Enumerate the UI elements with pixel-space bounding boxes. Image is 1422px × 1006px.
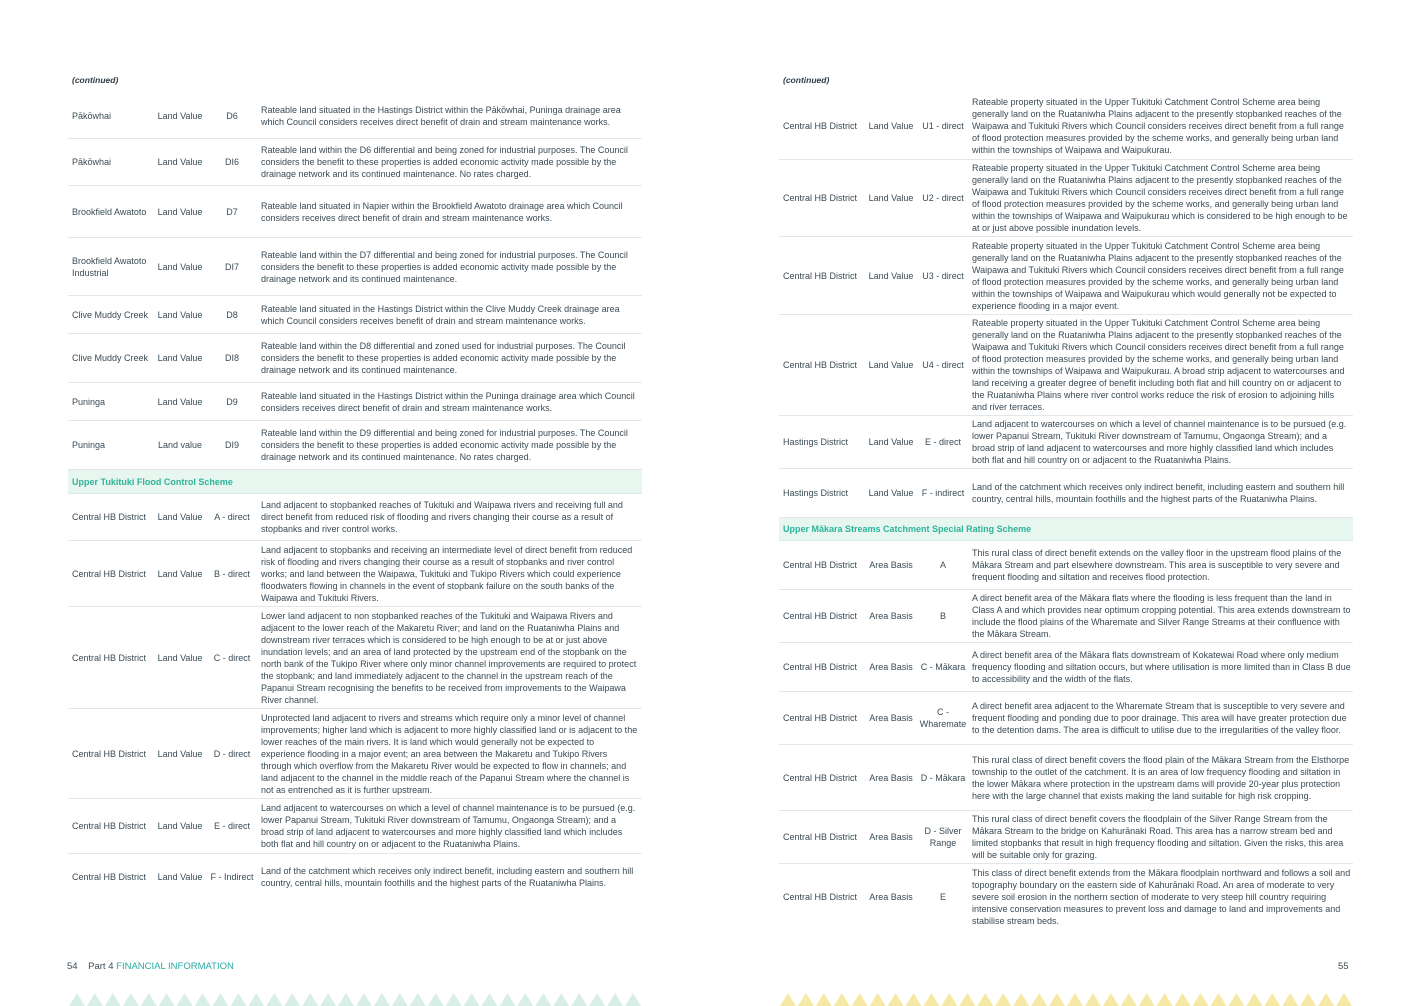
table-row <box>779 811 1353 864</box>
district-cell: Central HB District <box>783 360 858 370</box>
description-cell: Rateable land within the D9 differential and being zoned for industrial purposes. The Council considers the benefit to these properties is added economic activity made possible by the drainage network and its continued maintenance. No rates charged. <box>261 428 628 462</box>
triangle-shape <box>870 993 886 1006</box>
description-cell: Rateable land within the D7 differential and being zoned for industrial purposes. The Council considers the benefit to these properties is added economic activity made possible by the drainage network and its continued maintenance. <box>261 249 628 284</box>
basis-cell: Land value <box>157 440 203 450</box>
differential-code-cell: U2 - direct <box>922 193 964 203</box>
triangle-shape <box>1228 993 1244 1006</box>
description-cell: Rateable land situated in the Hastings District within the Pākōwhai, Puninga drainage area which Council considers receives direct benefit of drain and stream maintenance works. <box>261 104 621 127</box>
description-cell: A direct benefit area adjacent to the Wharemate Stream that is susceptible to very severe and frequent flooding and ponding due to poor drainage. This area will have greater protection due to the detention dams. The area is difficult to utilise due to the irregularities of the valley floor. <box>972 701 1347 735</box>
differential-code-cell: F - Indirect <box>210 871 254 882</box>
differential-code-cell: U1 - direct <box>922 121 964 131</box>
differential-code-cell: U4 - direct <box>922 360 964 370</box>
description-cell: Land of the catchment which receives only indirect benefit, including eastern and southern hill country, central hills, mountain foothills and the highest parts of the Ruataniwha Plains. <box>972 482 1345 504</box>
basis-cell: Area Basis <box>869 713 913 723</box>
district-cell: Clive Muddy Creek <box>72 309 149 320</box>
triangle-shape <box>1103 993 1119 1006</box>
table-row <box>779 745 1353 811</box>
description-cell: Lower land adjacent to non stopbanked reaches of the Tukituki and Waipawa Rivers and adjacent to the lower reach of the Makaretu River; and land on the Ruataniwha Plains and downstream river terraces which is considered to be high enough to be at or just above inundation levels; and an area of land protected by the upstream end of the stopbank on the north bank of the Tukipo River where only minor channel improvements are required to protect the stopbank; and land immediately adjacent to the channel in the upstream reach of the Papanui Stream recognising the benefits to be received from improvements to the Waipawa River channel. <box>261 610 637 705</box>
triangle-shape <box>464 993 480 1006</box>
part-label: Part 4 <box>88 961 114 972</box>
table-row <box>68 334 642 383</box>
triangle-shape <box>500 993 516 1006</box>
rating-table-right <box>779 93 1353 929</box>
table-row <box>779 315 1353 416</box>
basis-cell: Land Value <box>868 121 914 131</box>
basis-cell: Land Value <box>157 512 203 522</box>
differential-code-cell: E - direct <box>213 821 250 831</box>
page-footer-right <box>1338 961 1349 972</box>
differential-code-cell: C - Mākara <box>920 662 966 672</box>
triangle-shape <box>535 993 551 1006</box>
table-row <box>68 799 642 854</box>
table-row <box>779 643 1353 692</box>
differential-code-cell: DI6 <box>224 157 239 167</box>
triangle-shape <box>924 993 940 1006</box>
description-cell: Land adjacent to stopbanks and receiving an intermediate level of direct benefit from reduced risk of flooding and rivers changing their course as a result of stopbanks and river control works; and land between the Waipawa, Tukituki and Tukipo Rivers which could experience floodwaters flowing in channels in the event of stopbank failure on the south banks of the Waipawa and Tukituki Rivers. <box>261 544 633 603</box>
table-row <box>68 93 642 139</box>
district-cell: Puninga <box>72 440 106 450</box>
triangle-shape <box>798 993 814 1006</box>
triangle-shape <box>482 993 498 1006</box>
district-cell: Central HB District <box>783 193 858 203</box>
triangle-shape <box>1336 993 1352 1006</box>
triangle-shape <box>374 993 390 1006</box>
triangle-shape <box>553 993 569 1006</box>
district-cell: Central HB District <box>783 662 858 672</box>
basis-cell: Land Value <box>157 871 203 882</box>
section-header: Upper Tukituki Flood Control Scheme <box>68 470 642 494</box>
district-cell: Pākōwhai <box>72 157 112 167</box>
basis-cell: Area Basis <box>869 772 913 783</box>
district-cell: Central HB District <box>783 611 858 621</box>
triangle-shape <box>995 993 1011 1006</box>
basis-cell: Land Value <box>157 309 203 320</box>
differential-code-cell: D8 <box>226 309 238 320</box>
triangle-shape <box>571 993 587 1006</box>
table-row <box>779 469 1353 518</box>
differential-code-cell: B - direct <box>213 568 250 579</box>
differential-code-cell: D - Mākara <box>920 772 966 783</box>
basis-cell: Land Value <box>868 270 914 281</box>
district-cell: Puninga <box>72 396 106 407</box>
differential-code-cell: DI8 <box>224 353 239 363</box>
triangle-shape <box>320 993 336 1006</box>
triangle-shape <box>266 993 282 1006</box>
triangle-shape <box>69 993 85 1006</box>
district-cell: Hastings District <box>783 437 849 447</box>
page-number: 55 <box>1338 961 1349 972</box>
basis-cell: Area Basis <box>869 832 913 842</box>
district-cell: Central HB District <box>72 512 147 522</box>
triangle-shape <box>410 993 426 1006</box>
description-cell: This rural class of direct benefit covers the flood plain of the Mākara Stream from the Elsthorpe township to the outlet of the catchment. It is an area of low frequency flooding and siltation in the lower Mākara where protection in the upstream dams will provide 20-year plus protection here with the large channel that exists making the land suitable for high risk cropping. <box>972 754 1350 801</box>
triangle-shape <box>1318 993 1334 1006</box>
triangle-shape <box>1067 993 1083 1006</box>
section-label: FINANCIAL INFORMATION <box>116 961 234 972</box>
table-row <box>779 160 1353 237</box>
triangle-shape <box>1175 993 1191 1006</box>
table-row <box>779 93 1353 160</box>
description-cell: Rateable property situated in the Upper Tukituki Catchment Control Scheme area being generally land on the Ruataniwha Plains adjacent to the presently stopbanked reaches of the Waipawa and Tukituki Rivers which Council considers receives direct benefit from a full range of flood protection measures provided by the scheme works, and generally being urban land within the townships of Waipawa and Waipukurau which would generally not be expected to experience flooding in a major event. <box>972 240 1344 311</box>
triangle-shape <box>1246 993 1262 1006</box>
description-cell: Land adjacent to watercourses on which a level of channel maintenance is to be pursued (e.g. lower Papanui Stream, Tukituki River downstream of Tamumu, Ongaonga Stream); and a broad strip of land adjacent to watercourses and more highly classified land which includes both flat and hill country on or adjacent to the Ruataniwha Plains. <box>261 803 636 849</box>
district-cell: Pākōwhai <box>72 110 112 121</box>
triangle-shape <box>195 993 211 1006</box>
page-footer-left <box>67 961 234 972</box>
district-cell: Central HB District <box>72 568 147 579</box>
differential-code-cell: DI7 <box>224 261 239 272</box>
decorative-triangle-border <box>68 992 642 1006</box>
triangle-shape <box>1300 993 1316 1006</box>
basis-cell: Land Value <box>157 206 203 217</box>
triangle-shape <box>1193 993 1209 1006</box>
description-cell: Rateable land situated in Napier within the Brookfield Awatoto drainage area which Council considers receives direct benefit of drain and stream maintenance works. <box>261 200 623 223</box>
triangle-shape <box>941 993 957 1006</box>
district-cell: Brookfield Awatoto <box>72 206 147 217</box>
differential-code-cell: D - direct <box>213 748 251 759</box>
triangle-shape <box>1211 993 1227 1006</box>
triangle-shape <box>230 993 246 1006</box>
basis-cell: Area Basis <box>869 662 913 672</box>
basis-cell: Land Value <box>157 157 203 167</box>
basis-cell: Land Value <box>157 396 203 407</box>
triangle-shape <box>852 993 868 1006</box>
triangle-shape <box>959 993 975 1006</box>
differential-code-cell: E - direct <box>924 437 961 447</box>
table-row <box>68 494 642 541</box>
triangle-shape <box>213 993 229 1006</box>
basis-cell: Land Value <box>157 568 203 579</box>
description-cell: A direct benefit area of the Mākara flats where the flooding is less frequent than the land in Class A and which provides near optimum cropping potential. This area extends downstream to include the flood plains of the Wharemate and Silver Range Streams at their confluence with the Mākara Stream. <box>972 593 1351 639</box>
basis-cell: Land Value <box>157 748 203 759</box>
description-cell: Rateable property situated in the Upper Tukituki Catchment Control Scheme area being generally land on the Ruataniwha Plains adjacent to the presently stopbanked reaches of the Waipawa and Tukituki Rivers which Council considers receives direct benefit from a full range of flood protection measures provided by the scheme works, and generally being urban land within the townships of Waipawa and Waipukurau. A broad strip adjacent to watercourses and land receiving a greater degree of benefit including both flat and hill country on or adjacent to the Ruataniwha Plains where river control works reduce the risk of erosion to adjoining hills and river terraces. <box>972 318 1345 412</box>
district-cell: Central HB District <box>783 772 858 783</box>
district-cell: Central HB District <box>783 560 858 570</box>
triangle-shape <box>607 993 623 1006</box>
triangle-shape <box>141 993 157 1006</box>
description-cell: Land of the catchment which receives only indirect benefit, including eastern and southern hill country, central hills, mountain foothills and the highest parts of the Ruataniwha Plains. <box>261 865 634 888</box>
triangle-shape <box>1013 993 1029 1006</box>
table-row <box>68 854 642 899</box>
differential-code-cell: D9 <box>226 396 238 407</box>
triangle-shape <box>1085 993 1101 1006</box>
table-row <box>68 383 642 421</box>
basis-cell: Area Basis <box>869 611 913 621</box>
district-cell: Central HB District <box>783 713 858 723</box>
triangle-shape <box>87 993 103 1006</box>
triangle-shape <box>780 993 796 1006</box>
district-cell: Central HB District <box>72 652 147 663</box>
page-number: 54 <box>67 961 78 972</box>
triangle-shape <box>1031 993 1047 1006</box>
basis-cell: Land Value <box>868 488 914 498</box>
district-cell: Central HB District <box>783 891 858 902</box>
district-cell: Central HB District <box>72 821 147 831</box>
decorative-triangle-border <box>779 992 1353 1006</box>
basis-cell: Area Basis <box>869 560 913 570</box>
description-cell: Rateable land situated in the Hastings District within the Clive Muddy Creek drainage area which Council considers receives benefit of drain and stream maintenance works. <box>261 303 620 326</box>
basis-cell: Land Value <box>157 652 203 663</box>
table-row <box>68 541 642 607</box>
table-row <box>68 186 642 238</box>
table-row <box>779 864 1353 929</box>
basis-cell: Land Value <box>157 261 203 272</box>
triangle-shape <box>1139 993 1155 1006</box>
description-cell: This class of direct benefit extends from the Mākara floodplain northward and follows a soil and topography boundary on the eastern side of Kahurānaki Road. An area of moderate to very severe soil erosion in the northern section of moderate to very steep hill country requiring intensive conservation measures to prevent loss and damage to land and improvements and stabilise stream beds. <box>972 867 1351 926</box>
description-cell: Rateable land within the D6 differential and being zoned for industrial purposes. The Council considers the benefit to these properties is added economic activity made possible by the drainage network and its continued maintenance. No rates charged. <box>261 145 628 179</box>
differential-code-cell: D - Silver Range <box>924 826 962 848</box>
table-row <box>68 139 642 186</box>
triangle-shape <box>906 993 922 1006</box>
description-cell: Rateable land within the D8 differential and zoned used for industrial purposes. The Council considers the benefit to these properties is added economic activity made possible by the drainage network and its continued maintenance. <box>261 341 626 375</box>
triangle-shape <box>1157 993 1173 1006</box>
triangle-shape <box>338 993 354 1006</box>
table-row <box>68 296 642 334</box>
triangle-shape <box>834 993 850 1006</box>
district-cell: Central HB District <box>783 270 858 281</box>
differential-code-cell: E <box>939 891 946 902</box>
table-row <box>779 692 1353 745</box>
district-cell: Hastings District <box>783 488 849 498</box>
basis-cell: Land Value <box>157 110 203 121</box>
triangle-shape <box>446 993 462 1006</box>
continued-label: (continued) <box>783 75 830 85</box>
differential-code-cell: D6 <box>226 110 238 121</box>
description-cell: Land adjacent to watercourses on which a level of channel maintenance is to be pursued (e.g. lower Papanui Stream, Tukituki River downstream of Tamumu, Ongaonga Stream); and a broad strip of land adjacent to watercourses and more highly classified land which includes both flat and hill country on or adjacent to the Ruataniwha Plains. <box>972 419 1347 465</box>
description-cell: Unprotected land adjacent to rivers and streams which require only a minor level of channel improvements; higher land which is adjacent to more highly classified land or is adjacent to the lower reaches of the main rivers. It is land which would generally not be expected to experience flooding in a major event; an area between the Makaretu and Tukipo Rivers through which overflow from the Makaretu River would be expected to flow in channels; and land adjacent to the channel in the middle reach of the Papanui Stream where the channel is not as entrenched as it is further upstream. <box>261 712 638 795</box>
triangle-shape <box>356 993 372 1006</box>
differential-code-cell: U3 - direct <box>922 270 964 281</box>
triangle-shape <box>816 993 832 1006</box>
triangle-shape <box>392 993 408 1006</box>
description-cell: Rateable property situated in the Upper Tukituki Catchment Control Scheme area being generally land on the Ruataniwha Plains adjacent to the presently stopbanked reaches of the Waipawa and Tukituki Rivers which Council considers receives direct benefit from a full range of flood protection measures provided by the scheme works, and generally being urban land within the townships of Waipawa and Waipukurau which is considered to be high enough to be at or just above possible inundation levels. <box>972 163 1348 233</box>
basis-cell: Area Basis <box>869 891 913 902</box>
triangle-shape <box>105 993 121 1006</box>
triangle-shape <box>517 993 533 1006</box>
district-cell: Central HB District <box>783 832 858 842</box>
section-header: Upper Mākara Streams Catchment Special Rating Scheme <box>779 518 1353 541</box>
rating-table-left <box>68 93 642 899</box>
triangle-shape <box>977 993 993 1006</box>
differential-code-cell: DI9 <box>224 440 239 450</box>
triangle-shape <box>123 993 139 1006</box>
basis-cell: Land Value <box>157 821 203 831</box>
differential-code-cell: C - direct <box>213 652 251 663</box>
basis-cell: Land Value <box>157 353 203 363</box>
triangle-shape <box>1264 993 1280 1006</box>
triangle-shape <box>302 993 318 1006</box>
triangle-shape <box>1282 993 1298 1006</box>
continued-label: (continued) <box>72 75 119 85</box>
district-cell: Clive Muddy Creek <box>72 353 149 363</box>
differential-code-cell: A - direct <box>214 512 250 522</box>
differential-code-cell: D7 <box>226 206 238 217</box>
differential-code-cell: B <box>939 611 946 621</box>
district-cell: Brookfield Awatoto Industrial <box>72 255 147 278</box>
district-cell: Central HB District <box>72 871 147 882</box>
basis-cell: Land Value <box>868 360 914 370</box>
description-cell: Land adjacent to stopbanked reaches of Tukituki and Waipawa rivers and receiving full and direct benefit from reduced risk of flooding and rivers changing their course as a result of stopbanks and river control works. <box>261 500 623 534</box>
table-row <box>779 541 1353 590</box>
triangle-shape <box>888 993 904 1006</box>
table-row <box>68 238 642 296</box>
description-cell: This rural class of direct benefit covers the floodplain of the Silver Range Stream from the Mākara Stream to the bridge on Kahurānaki Road. This area has a narrow stream bed and limited stopbanks that result in high frequency flooding and siltation. Given the risks, this area will be suitable only for grazing. <box>972 814 1344 860</box>
table-row <box>68 421 642 470</box>
triangle-shape <box>589 993 605 1006</box>
triangle-shape <box>1121 993 1137 1006</box>
differential-code-cell: C - Wharemate <box>919 707 967 729</box>
table-row <box>779 237 1353 315</box>
table-row <box>779 590 1353 643</box>
triangle-shape <box>284 993 300 1006</box>
description-cell: This rural class of direct benefit extends on the valley floor in the upstream flood plains of the Mākara Stream and part elsewhere downstream. This area is susceptible to very severe and frequent flooding and siltation and receives flood protection. <box>972 548 1342 582</box>
differential-code-cell: F - indirect <box>921 488 965 498</box>
district-cell: Central HB District <box>72 748 147 759</box>
basis-cell: Land Value <box>868 193 914 203</box>
triangle-shape <box>1049 993 1065 1006</box>
basis-cell: Land Value <box>868 437 914 447</box>
table-row <box>779 416 1353 469</box>
description-cell: A direct benefit area of the Mākara flats downstream of Kokatewai Road where only medium frequency flooding and siltation occurs, but where utilisation is more limited than in Class B due to accessibility and the width of the flats. <box>972 650 1351 684</box>
triangle-shape <box>177 993 193 1006</box>
table-row <box>68 607 642 709</box>
triangle-shape <box>159 993 175 1006</box>
triangle-shape <box>625 993 641 1006</box>
triangle-shape <box>248 993 264 1006</box>
district-cell: Central HB District <box>783 121 858 131</box>
description-cell: Rateable land situated in the Hastings District within the Puninga drainage area which Council considers receives direct benefit of drain and stream maintenance works. <box>261 390 635 413</box>
differential-code-cell: A <box>939 560 946 570</box>
triangle-shape <box>428 993 444 1006</box>
description-cell: Rateable property situated in the Upper Tukituki Catchment Control Scheme area being generally land on the Ruataniwha Plains adjacent to the presently stopbanked reaches of the Waipawa and Tukituki Rivers which Council considers receives direct benefit from a full range of flood protection measures provided by the scheme works, and generally being urban land within the townships of Waipawa and Waipukurau. <box>972 97 1344 155</box>
table-row <box>68 709 642 799</box>
